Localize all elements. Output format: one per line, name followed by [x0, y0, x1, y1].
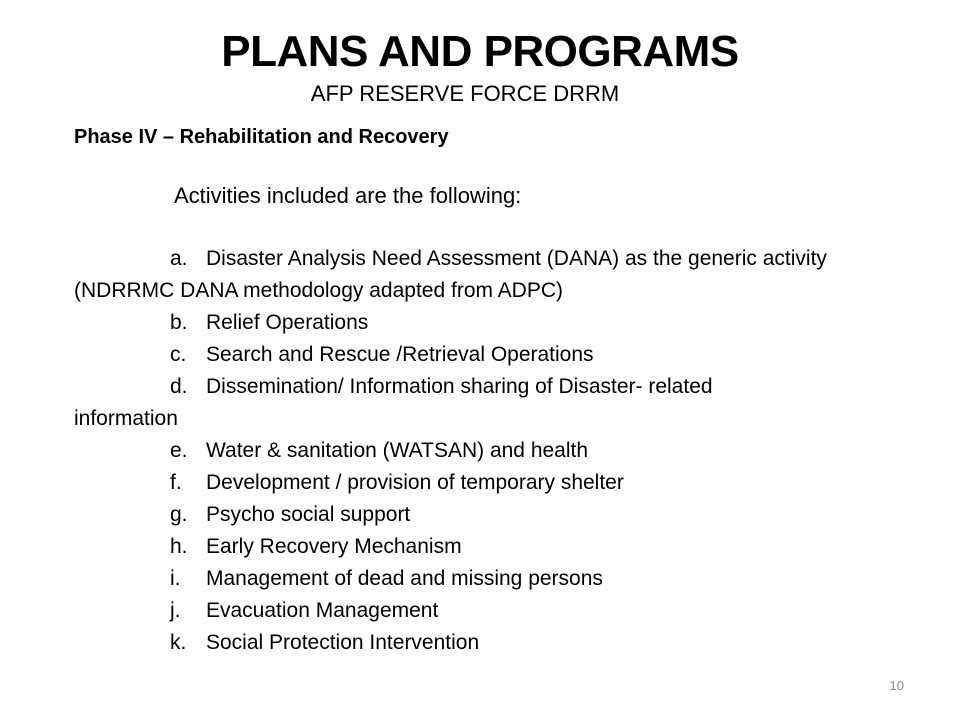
slide-title: PLANS AND PROGRAMS	[221, 27, 739, 76]
activity-list	[74, 243, 934, 659]
list-item	[74, 435, 934, 467]
list-marker: k.	[170, 631, 187, 654]
list-item	[74, 339, 934, 371]
list-marker: a.	[170, 247, 188, 270]
list-item	[74, 595, 934, 627]
list-item	[74, 371, 934, 403]
list-item	[74, 499, 934, 531]
continuation-text: (NDRRMC DANA methodology adapted from ADPC)	[74, 279, 564, 302]
page-number: 10	[889, 678, 904, 693]
slide-subtitle	[0, 79, 960, 109]
list-item-continuation	[74, 403, 934, 435]
list-item-text: Water & sanitation (WATSAN) and health	[206, 439, 589, 462]
list-item	[74, 467, 934, 499]
list-item-text: Social Protection Intervention	[206, 631, 480, 654]
list-item-text: Management of dead and missing persons	[206, 567, 603, 590]
list-item-text: Evacuation Management	[206, 599, 439, 622]
list-item-text: Disaster Analysis Need Assessment (DANA) as the generic activity	[206, 247, 827, 270]
list-marker: g.	[170, 503, 188, 526]
list-marker: i.	[170, 567, 181, 590]
list-item	[74, 307, 934, 339]
list-item	[74, 627, 934, 659]
subtitle-text: AFP RESERVE FORCE DRRM	[310, 81, 620, 106]
list-marker: f.	[170, 471, 182, 494]
continuation-text: information	[74, 407, 178, 430]
list-marker: h.	[170, 535, 188, 558]
list-marker: c.	[170, 343, 187, 366]
list-marker: d.	[170, 375, 188, 398]
list-item-text: Search and Rescue /Retrieval Operations	[206, 343, 594, 366]
list-marker: j.	[170, 599, 181, 622]
list-marker: e.	[170, 439, 188, 462]
list-item	[74, 243, 934, 275]
list-item	[74, 531, 934, 563]
list-item-text: Psycho social support	[206, 503, 411, 526]
list-item-text: Relief Operations	[206, 311, 369, 334]
list-item-continuation	[74, 275, 934, 307]
list-item-text: Dissemination/ Information sharing of Disaster- related	[206, 375, 713, 398]
list-item-text: Development / provision of temporary shelter	[206, 471, 624, 494]
list-marker: b.	[170, 311, 188, 334]
list-item	[74, 563, 934, 595]
phase-heading: Phase IV – Rehabilitation and Recovery	[74, 126, 449, 148]
list-item-text: Early Recovery Mechanism	[206, 535, 462, 558]
intro-text: Activities included are the following:	[174, 183, 522, 208]
